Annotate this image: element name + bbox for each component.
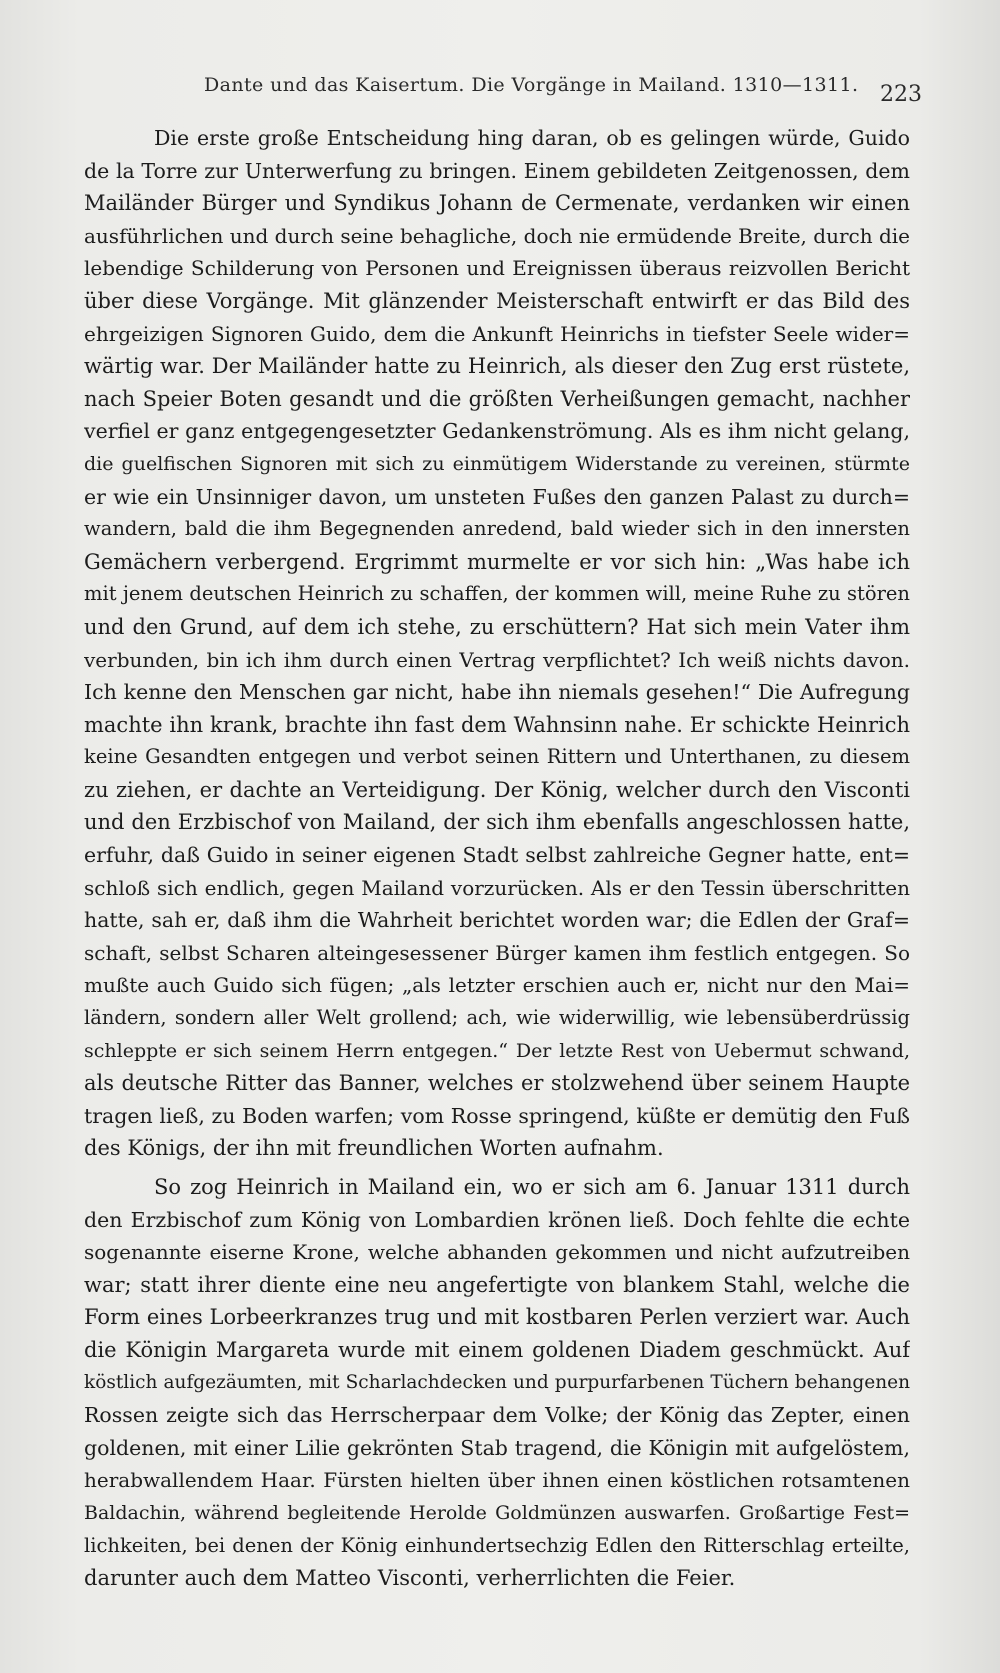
text-line: ausführlichen und durch seine behagliche, doch nie ermüdende Breite, durch die [84, 223, 910, 248]
text-line: lichkeiten, bei denen der König einhundertsechzig Edlen den Ritterschlag erteilte, [84, 1533, 910, 1557]
text-line: ländern, sondern aller Welt grollend; ach, wie widerwillig, wie lebensüberdrüssig [84, 1006, 910, 1030]
text-line: Ich kenne den Menschen gar nicht, habe ihn niemals gesehen!“ Die Aufregung [84, 680, 910, 705]
text-line: und den Erzbischof von Mailand, der sich ihm ebenfalls angeschlossen hatte, [84, 810, 910, 835]
text-line: Rossen zeigte sich das Herrscherpaar dem Volke; der König das Zepter, einen [84, 1403, 910, 1428]
text-line: des Königs, der ihn mit freundlichen Worten aufnahm. [84, 1136, 664, 1161]
text-line: hatte, sah er, daß ihm die Wahrheit berichtet worden war; die Edlen der Graf= [84, 908, 910, 933]
text-line: nach Speier Boten gesandt und die größten Verheißungen gemacht, nachher [84, 386, 910, 411]
text-line: darunter auch dem Matteo Visconti, verherrlichten die Feier. [84, 1566, 736, 1591]
text-line: erfuhr, daß Guido in seiner eigenen Stadt selbst zahlreiche Gegner hatte, ent= [84, 843, 910, 868]
text-line: und den Grund, auf dem ich stehe, zu erschüttern? Hat sich mein Vater ihm [84, 614, 910, 639]
text-line: verfiel er ganz entgegengesetzter Gedankenströmung. Als es ihm nicht gelang, [84, 419, 910, 444]
text-line: über diese Vorgänge. Mit glänzender Meisterschaft entwirft er das Bild des [84, 288, 910, 313]
text-line: tragen ließ, zu Boden warfen; vom Rosse springend, küßte er demütig den Fuß [84, 1103, 910, 1128]
text-line: die Königin Margareta wurde mit einem goldenen Diadem geschmückt. Auf [84, 1337, 910, 1362]
text-line: lebendige Schilderung von Personen und Ereignissen überaus reizvollen Bericht [84, 256, 910, 281]
text-line: Form eines Lorbeerkranzes trug und mit kostbaren Perlen verziert war. Auch [84, 1305, 910, 1330]
text-line: schaft, selbst Scharen alteingesessener Bürger kamen ihm festlich entgegen. So [84, 940, 910, 965]
text-line: köstlich aufgezäumten, mit Scharlachdecken und purpurfarbenen Tüchern behangenen [84, 1371, 910, 1393]
text-line: wärtig war. Der Mailänder hatte zu Heinrich, als dieser den Zug erst rüstete, [84, 354, 910, 379]
text-line: goldenen, mit einer Lilie gekrönten Stab tragend, die Königin mit aufgelöstem, [84, 1435, 910, 1460]
text-line: mit jenem deutschen Heinrich zu schaffen, der kommen will, meine Ruhe zu stören [84, 582, 910, 606]
text-line: keine Gesandten entgegen und verbot seinen Rittern und Unterthanen, zu diesem [84, 745, 910, 769]
page-number: 223 [880, 82, 922, 107]
text-line: ehrgeizigen Signoren Guido, dem die Ankunft Heinrichs in tiefster Seele wider= [84, 321, 910, 346]
text-line: sogenannte eiserne Krone, welche abhanden gekommen und nicht aufzutreiben [84, 1240, 910, 1265]
text-line: machte ihn krank, brachte ihn fast dem Wahnsinn nahe. Er schickte Heinrich [84, 712, 910, 737]
text-line: Die erste große Entscheidung hing daran, ob es gelingen würde, Guido [154, 126, 910, 150]
text-line: verbunden, bin ich ihm durch einen Vertrag verpflichtet? Ich weiß nichts davon. [84, 647, 910, 672]
text-line: schleppte er sich seinem Herrn entgegen.“ Der letzte Rest von Uebermut schwand, [84, 1039, 910, 1062]
text-line: zu ziehen, er dachte an Verteidigung. Der König, welcher durch den Visconti [84, 777, 910, 802]
text-line: Gemächern verbergend. Ergrimmt murmelte er vor sich hin: „Was habe ich [84, 549, 910, 574]
text-line: schloß sich endlich, gegen Mailand vorzurücken. Als er den Tessin überschritten [84, 875, 910, 900]
text-line: herabwallendem Haar. Fürsten hielten über ihnen einen köstlichen rotsamtenen [84, 1468, 910, 1493]
text-line: den Erzbischof zum König von Lombardien krönen ließ. Doch fehlte die echte [84, 1207, 910, 1232]
text-line: als deutsche Ritter das Banner, welches er stolzwehend über seinem Haupte [84, 1071, 910, 1096]
text-line: mußte auch Guido sich fügen; „als letzter erschien auch er, nicht nur den Mai= [84, 973, 910, 998]
running-head: Dante und das Kaisertum. Die Vorgänge in Mailand. 1310—1311. [204, 74, 859, 96]
text-line: Mailänder Bürger und Syndikus Johann de Cermenate, verdanken wir einen [84, 191, 910, 216]
text-line: wandern, bald die ihm Begegnenden anredend, bald wieder sich in den innersten [84, 517, 910, 541]
paragraph [84, 122, 910, 1165]
text-line: die guelfischen Signoren mit sich zu einmütigem Widerstande zu vereinen, stürmte [84, 452, 910, 475]
text-line: Baldachin, während begleitende Herolde Goldmünzen auswarfen. Großartige Fest= [84, 1501, 910, 1524]
text-line: er wie ein Unsinniger davon, um unsteten Fußes den ganzen Palast zu durch= [84, 484, 910, 509]
body-text [84, 122, 910, 1595]
text-line: de la Torre zur Unterwerfung zu bringen. Einem gebildeten Zeitgenossen, dem [84, 158, 910, 183]
text-line: So zog Heinrich in Mailand ein, wo er sich am 6. Januar 1311 durch [154, 1175, 910, 1199]
text-line: war; statt ihrer diente eine neu angefertigte von blankem Stahl, welche die [84, 1272, 910, 1297]
paragraph [84, 1171, 910, 1595]
